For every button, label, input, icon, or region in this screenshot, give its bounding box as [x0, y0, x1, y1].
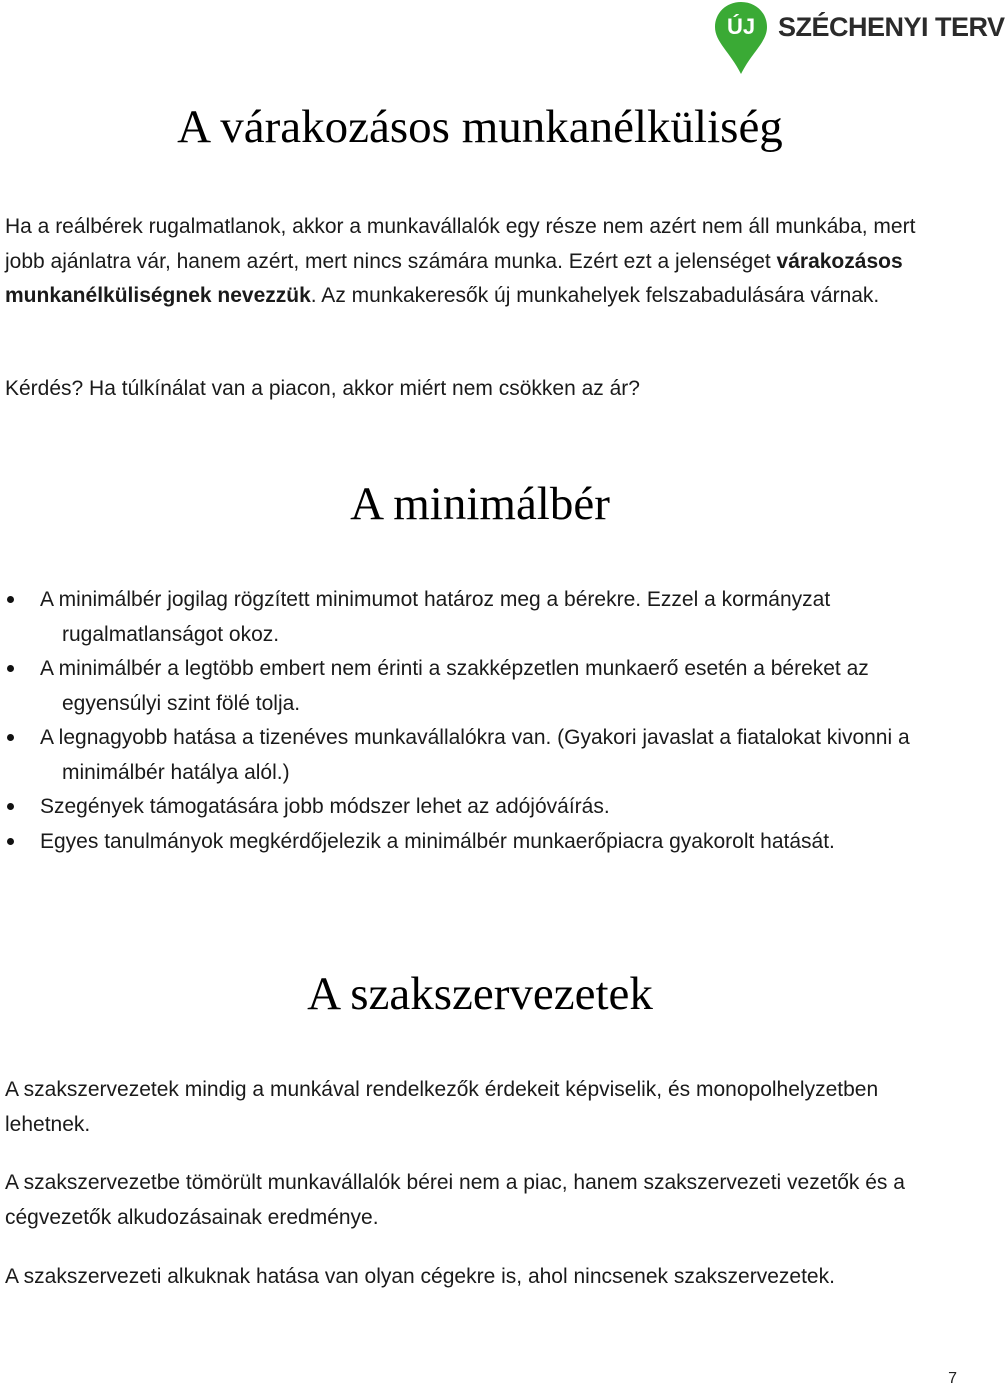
bullet-icon: [7, 596, 14, 603]
bullet-text: Szegények támogatására jobb módszer lehet az adójóváírás.: [40, 795, 610, 818]
list-item: [0, 583, 960, 652]
bold-term: várakozásos munkanélküliségnek nevezzük: [5, 249, 903, 307]
list-item: [0, 790, 960, 825]
szechenyi-terv-logo: [712, 0, 1005, 80]
bullet-text: A minimálbér a legtöbb embert nem érinti a szakképzetlen munkaerő esetén a béreket az egyensúlyi szint fölé tolja.: [40, 657, 869, 715]
paragraph-text: . Az munkakeresők új munkahelyek felszabadulására várnak.: [310, 284, 880, 307]
paragraph-waiting-definition: [5, 210, 955, 314]
list-item: [0, 652, 960, 721]
paragraph-unions-2: A szakszervezetbe tömörült munkavállalók bérei nem a piac, hanem szakszervezeti vezetők és a cégvezetők alkudozásainak eredménye.: [5, 1171, 905, 1229]
logo-badge-text: ÚJ: [726, 14, 756, 39]
bullet-icon: [7, 803, 14, 810]
bullet-text: Egyes tanulmányok megkérdőjelezik a minimálbér munkaerőpiacra gyakorolt hatását.: [40, 829, 835, 853]
paragraph-question: Kérdés? Ha túlkínálat van a piacon, akkor miért nem csökken az ár?: [5, 377, 640, 400]
heading-trade-unions: A szakszervezetek: [307, 968, 653, 1020]
heading-waiting-unemployment: A várakozásos munkanélküliség: [177, 101, 783, 153]
bullet-icon: [7, 838, 14, 845]
list-item: [0, 721, 960, 790]
list-item: [0, 825, 960, 860]
logo-name: SZÉCHENYI TERV: [778, 12, 1005, 42]
paragraph-unions-1: A szakszervezetek mindig a munkával rendelkezők érdekeit képviselik, és monopolhelyzetben lehetnek.: [5, 1078, 879, 1136]
heading-minimum-wage: A minimálbér: [350, 478, 610, 530]
paragraph-text: Ha a reálbérek rugalmatlanok, akkor a munkavállalók egy része nem azért nem áll munkába, mert jobb ajánlatra vár, hanem azért, mert nincs számára munka. Ezért ezt a jelenséget: [5, 215, 916, 273]
page-number: 7: [948, 1370, 957, 1387]
bullet-icon: [7, 734, 14, 741]
minimum-wage-bullet-list: [0, 583, 960, 859]
paragraph-unions-3: A szakszervezeti alkuknak hatása van olyan cégekre is, ahol nincsenek szakszervezetek.: [5, 1265, 835, 1288]
bullet-icon: [7, 665, 14, 672]
bullet-text: A legnagyobb hatása a tizenéves munkavállalókra van. (Gyakori javaslat a fiatalokat kivonni a minimálbér hatálya alól.): [40, 726, 910, 784]
bullet-text: A minimálbér jogilag rögzített minimumot határoz meg a bérekre. Ezzel a kormányzat rugalmatlanságot okoz.: [40, 588, 831, 646]
